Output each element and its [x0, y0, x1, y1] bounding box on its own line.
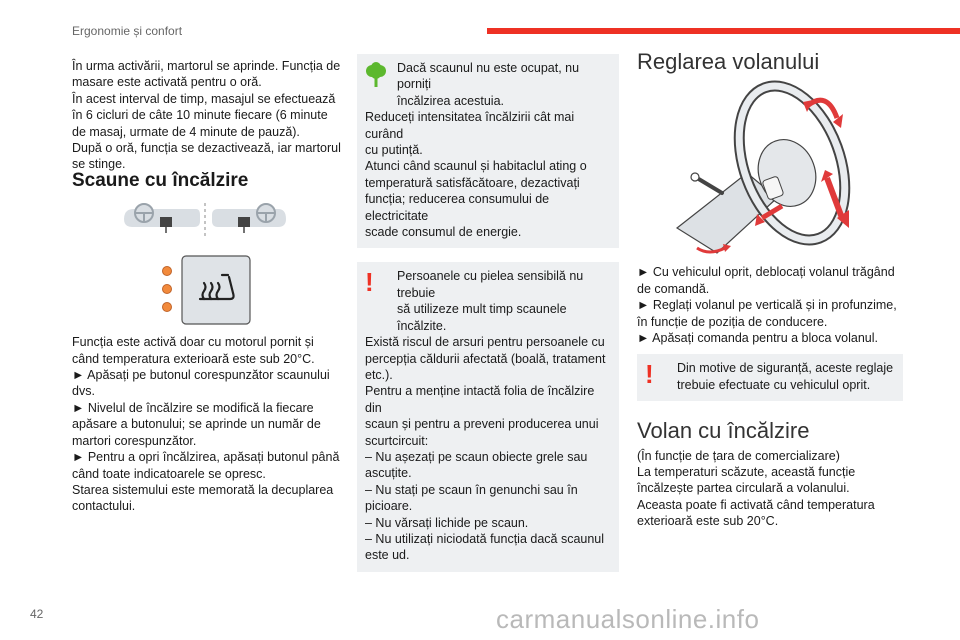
text-line: Dacă scaunul nu este ocupat, nu porniți	[397, 61, 580, 92]
text-line: În urma activării, martorul se aprinde. Funcția de	[72, 59, 341, 73]
text-line: – Nu vărsați lichide pe scaun.	[365, 515, 529, 530]
text-line: ► Apăsați pe butonul corespunzător scaunului	[72, 368, 330, 383]
heated-wheel-body	[637, 448, 903, 530]
heat-level-indicator-icon	[163, 285, 172, 294]
text-line: ► Pentru a opri încălzirea, apăsați butonul până	[72, 450, 340, 465]
text-line: Pentru a menține intactă folia de încălzire din	[365, 384, 595, 415]
text-line: ► Nivelul de încălzire se modifică la fiecare	[72, 400, 314, 415]
steering-wheel-diagram	[637, 78, 903, 258]
text-line: masare este activată pentru o oră.	[72, 75, 262, 90]
text-line: percepția căldurii afectată (boală, tratament	[365, 351, 606, 366]
heat-level-indicator-icon	[163, 303, 172, 312]
text-line: Aceasta poate fi activată când temperatura	[637, 497, 875, 512]
button-right-icon	[238, 217, 250, 227]
text-line: scurtcircuit:	[365, 433, 429, 448]
seat-diagram	[72, 199, 344, 334]
text-line: scaun și pentru a preveni producerea unui	[365, 417, 599, 432]
eco-note	[357, 54, 619, 248]
intro-paragraph	[72, 58, 344, 173]
running-header: Ergonomie și confort	[72, 24, 183, 38]
section-heading-heated-wheel: Volan cu încălzire	[637, 418, 810, 444]
text-line: În acest interval de timp, masajul se efectuează	[72, 91, 336, 106]
text-line: Funcția este activă doar cu motorul pornit și	[72, 335, 314, 350]
text-line: de comandă.	[637, 281, 710, 296]
text-line: scade consumul de energie.	[365, 225, 522, 240]
text-line: Persoanele cu pielea sensibilă nu trebuie	[397, 269, 584, 300]
text-line: apăsare a butonului; se aprinde un număr de	[72, 417, 321, 432]
text-line: de masaj, urmate de 4 minute de pauză).	[72, 124, 300, 139]
text-line: exterioară este sub 20°C.	[637, 514, 779, 529]
page-number: 42	[30, 607, 44, 621]
text-line: – Nu așezați pe scaun obiecte grele sau	[365, 449, 588, 464]
text-line: dvs.	[72, 384, 95, 399]
text-line: (În funcție de țara de comercializare)	[637, 448, 840, 463]
text-line: trebuie efectuate cu vehiculul oprit.	[677, 377, 871, 392]
steering-adjust-steps	[637, 264, 903, 346]
heat-level-indicator-icon	[163, 267, 172, 276]
text-line: martori corespunzător.	[72, 433, 197, 448]
heated-seat-button-icon	[182, 256, 250, 324]
text-line: Din motive de siguranță, aceste reglaje	[677, 361, 894, 376]
watermark: carmanualsonline.info	[496, 604, 760, 634]
text-line: se stinge.	[72, 157, 126, 172]
section-heading-heated-seats: Scaune cu încălzire	[72, 169, 249, 191]
text-line: când temperatura exterioară este sub 20°C.	[72, 351, 315, 366]
column-3	[637, 49, 903, 530]
text-line: temperatură satisfăcătoare, dezactivați	[365, 175, 580, 190]
text-line: – Nu utilizați niciodată funcția dacă scaunul	[365, 531, 605, 546]
text-line: funcția; reducerea consumului de electricitate	[365, 192, 550, 223]
text-line: încălzirea acestuia.	[397, 93, 505, 108]
heated-seats-body	[72, 334, 344, 514]
text-line: este ud.	[365, 548, 410, 563]
text-line: Atunci când scaunul și habitaclul ating o	[365, 159, 587, 174]
button-left-icon	[160, 217, 172, 227]
text-line: ► Reglați volanul pe verticală și in profunzime,	[637, 298, 897, 313]
warning-icon: !	[365, 267, 374, 298]
text-line: ► Apăsați comanda pentru a bloca volanul.	[637, 331, 878, 346]
text-line: în funcție de poziția de conducere.	[637, 314, 828, 329]
column-2	[357, 54, 619, 572]
text-line: ascuțite.	[365, 466, 412, 481]
text-line: încălzește partea circulară a volanului.	[637, 481, 850, 496]
safety-warning-note	[637, 354, 903, 401]
text-line: Starea sistemului este memorată la decuplarea	[72, 482, 334, 497]
text-line: când toate indicatoarele se opresc.	[72, 466, 266, 481]
burn-warning-note	[357, 262, 619, 571]
text-line: picioare.	[365, 499, 413, 514]
warning-icon: !	[645, 359, 654, 390]
text-line: După o oră, funcția se dezactivează, iar martorul	[72, 141, 341, 156]
text-line: – Nu stați pe scaun în genunchi sau în	[365, 482, 578, 497]
text-line: Reduceți intensitatea încălzirii cât mai curând	[365, 110, 575, 141]
steering-wheel-illustration	[637, 78, 903, 258]
text-line: în 6 cicluri de câte 10 minute fiecare (6 minute	[72, 108, 328, 123]
text-line: contactului.	[72, 499, 136, 514]
column-1	[72, 58, 344, 515]
text-line: etc.).	[365, 367, 393, 382]
text-line: cu putință.	[365, 143, 423, 158]
text-line: La temperaturi scăzute, această funcție	[637, 465, 856, 480]
heated-seat-illustration	[72, 199, 344, 334]
header-accent-bar	[487, 28, 960, 34]
text-line: ► Cu vehiculul oprit, deblocați volanul trăgând	[637, 265, 895, 280]
adjust-lever-icon	[697, 178, 722, 193]
text-line: Există riscul de arsuri pentru persoanele cu	[365, 335, 605, 350]
eco-leaf-icon	[365, 62, 387, 88]
section-heading-steering-adjust: Reglarea volanului	[637, 49, 820, 74]
text-line: să utilizeze mult timp scaunele încălzite.	[397, 302, 567, 333]
